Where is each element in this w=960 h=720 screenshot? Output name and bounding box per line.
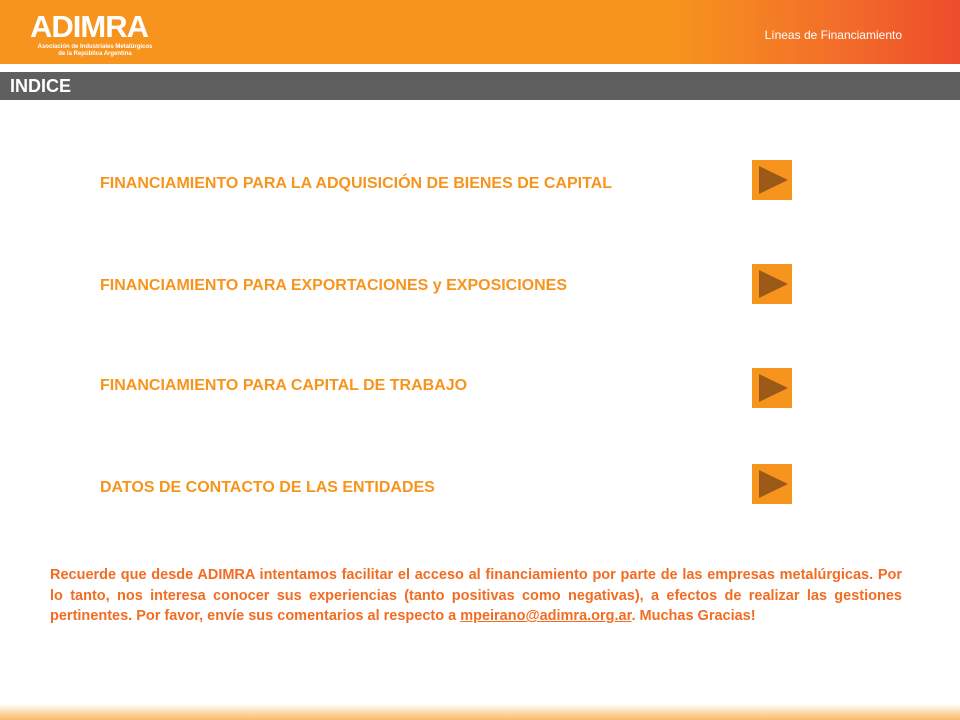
menu-link-bienes-de-capital[interactable]: FINANCIAMIENTO PARA LA ADQUISICIÓN DE BIENES DE CAPITAL — [100, 175, 613, 192]
header-divider — [0, 64, 960, 68]
play-arrow-icon — [752, 368, 792, 408]
menu-link-exportaciones[interactable]: FINANCIAMIENTO PARA EXPORTACIONES y EXPOSICIONES — [100, 277, 568, 294]
header — [0, 0, 960, 64]
header-title: Líneas de Financiamiento — [764, 28, 902, 42]
note-text-after: . Muchas Gracias! — [631, 608, 756, 624]
play-arrow-icon — [752, 464, 792, 504]
section-title: INDICE — [10, 76, 72, 96]
email-link[interactable]: mpeirano@adimra.org.ar — [460, 608, 632, 624]
play-arrow-icon — [752, 264, 792, 304]
note-text-before: Recuerde que desde ADIMRA intentamos facilitar el acceso al financiamiento por parte de las empresas metalúrgicas. Por lo tanto, nos interesa conocer sus experiencias (tanto positivas como negativas), a efectos de realizar las gestiones pertinentes. Por favor, envíe sus comentarios al respecto a — [50, 567, 902, 624]
play-arrow-icon — [752, 160, 792, 200]
section-bar — [0, 72, 960, 100]
arrow-button-exportaciones[interactable] — [752, 264, 792, 304]
arrow-button-contacto-entidades[interactable] — [752, 464, 792, 504]
logo-wordmark: ADIMRA — [30, 9, 148, 44]
logo-subtitle-line2: de la República Argentina — [58, 51, 132, 57]
feedback-note — [50, 565, 902, 627]
adimra-logo — [30, 10, 160, 60]
arrow-button-bienes-de-capital[interactable] — [752, 160, 792, 200]
menu-link-contacto-entidades[interactable]: DATOS DE CONTACTO DE LAS ENTIDADES — [100, 479, 435, 496]
logo-subtitle-line1: Asociación de Industriales Metalúrgicos — [37, 44, 153, 50]
menu-link-capital-de-trabajo[interactable]: FINANCIAMIENTO PARA CAPITAL DE TRABAJO — [100, 377, 468, 394]
logo-subtitle — [30, 44, 160, 58]
footer-bar — [0, 704, 960, 720]
arrow-button-capital-de-trabajo[interactable] — [752, 368, 792, 408]
